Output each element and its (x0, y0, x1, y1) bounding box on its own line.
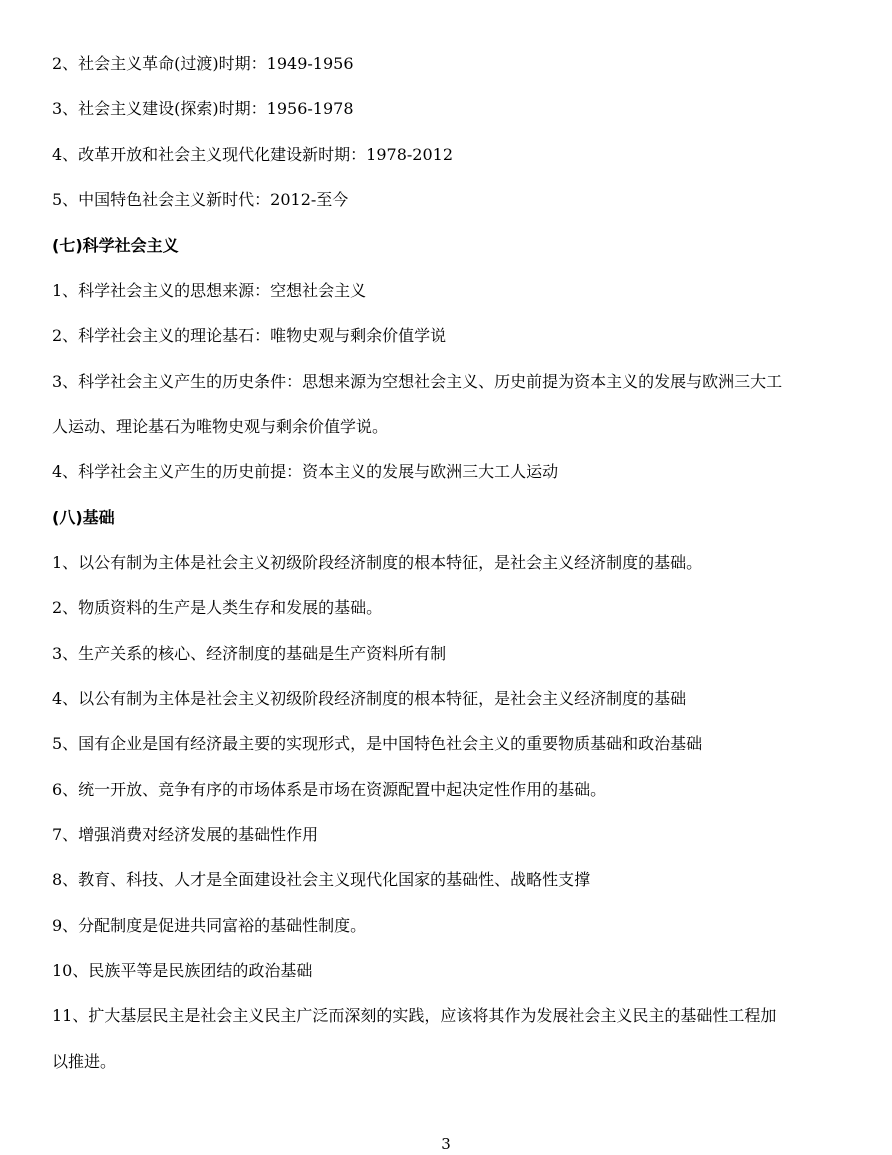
list-item: 3、科学社会主义产生的历史条件：思想来源为空想社会主义、历史前提为资本主义的发展与欧洲三大工 (52, 372, 783, 391)
section-heading: (八)基础 (52, 508, 115, 527)
list-item: 4、科学社会主义产生的历史前提：资本主义的发展与欧洲三大工人运动 (52, 462, 559, 481)
list-item: 2、物质资料的生产是人类生存和发展的基础。 (52, 598, 383, 617)
list-item: 9、分配制度是促进共同富裕的基础性制度。 (52, 916, 367, 935)
list-item: 4、改革开放和社会主义现代化建设新时期：1978-2012 (52, 145, 454, 164)
list-item: 5、中国特色社会主义新时代：2012-至今 (52, 190, 349, 209)
page-number: 3 (441, 1135, 451, 1153)
list-item: 1、以公有制为主体是社会主义初级阶段经济制度的根本特征，是社会主义经济制度的基础。 (52, 553, 703, 572)
list-item: 5、国有企业是国有经济最主要的实现形式，是中国特色社会主义的重要物质基础和政治基础 (52, 734, 703, 753)
list-item: 3、社会主义建设(探索)时期：1956-1978 (52, 99, 354, 118)
list-item: 2、科学社会主义的理论基石：唯物史观与剩余价值学说 (52, 326, 447, 345)
list-item: 6、统一开放、竞争有序的市场体系是市场在资源配置中起决定性作用的基础。 (52, 780, 607, 799)
list-item: 以推进。 (52, 1052, 117, 1071)
list-item: 人运动、理论基石为唯物史观与剩余价值学说。 (52, 417, 389, 436)
list-item: 11、扩大基层民主是社会主义民主广泛而深刻的实践，应该将其作为发展社会主义民主的基础性工程加 (52, 1006, 777, 1025)
list-item: 3、生产关系的核心、经济制度的基础是生产资料所有制 (52, 644, 447, 663)
list-item: 2、社会主义革命(过渡)时期：1949-1956 (52, 54, 354, 73)
list-item: 4、以公有制为主体是社会主义初级阶段经济制度的根本特征，是社会主义经济制度的基础 (52, 689, 687, 708)
list-item: 8、教育、科技、人才是全面建设社会主义现代化国家的基础性、战略性支撑 (52, 870, 591, 889)
list-item: 1、科学社会主义的思想来源：空想社会主义 (52, 281, 367, 300)
list-item: 7、增强消费对经济发展的基础性作用 (52, 825, 319, 844)
list-item: 10、民族平等是民族团结的政治基础 (52, 961, 313, 980)
section-heading: (七)科学社会主义 (52, 236, 179, 255)
